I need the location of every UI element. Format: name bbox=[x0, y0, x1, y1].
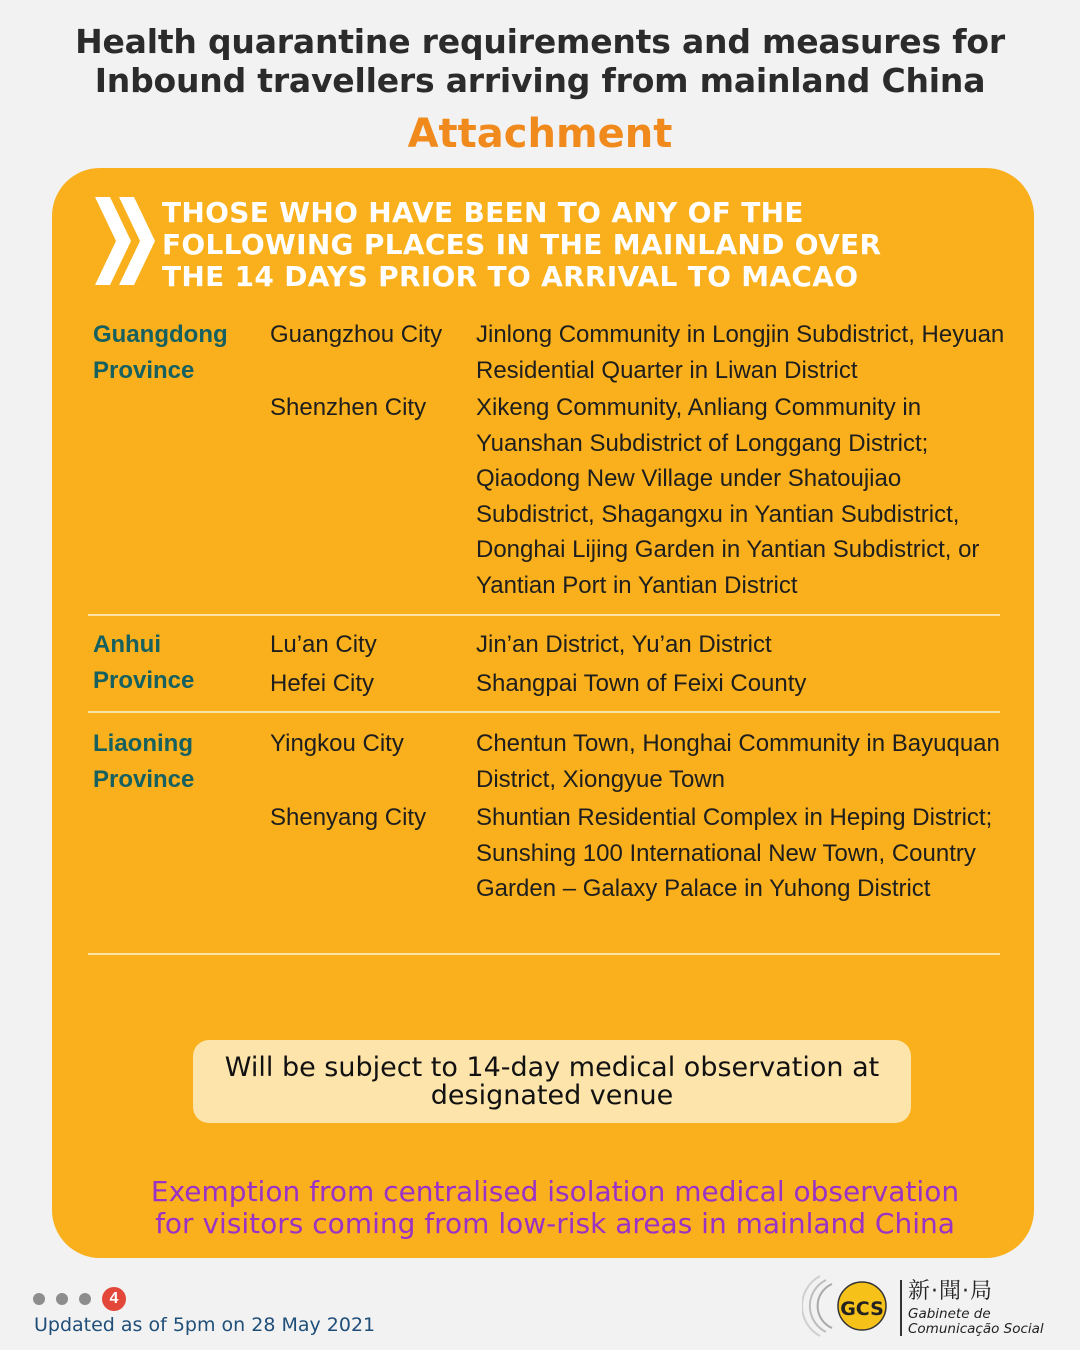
title-line-1: Health quarantine requirements and measures for bbox=[75, 22, 1005, 61]
city-name: Lu’an City bbox=[270, 631, 377, 658]
logo-pt-line-1: Gabinete de bbox=[908, 1306, 991, 1322]
heading-line-1: THOSE WHO HAVE BEEN TO ANY OF THE bbox=[162, 196, 804, 229]
city-areas: Shuntian Residential Complex in Heping District; Sunshing 100 International New Town, Country Garden – Galaxy Palace in Yuhong District bbox=[476, 804, 993, 902]
title-line-2: Inbound travellers arriving from mainland China bbox=[94, 61, 986, 100]
province-name: Liaoning Province bbox=[93, 730, 195, 793]
current-page-badge: 4 bbox=[102, 1287, 126, 1311]
logo-divider bbox=[900, 1280, 902, 1336]
exemption-line-1: Exemption from centralised isolation medical observation bbox=[150, 1175, 960, 1208]
page-dot bbox=[56, 1293, 68, 1305]
province-name: Guangdong Province bbox=[93, 321, 228, 384]
logo-portuguese-name bbox=[908, 1307, 1044, 1337]
city-areas: Shangpai Town of Feixi County bbox=[476, 670, 807, 697]
city-areas: Jinlong Community in Longjin Subdistrict, Heyuan Residential Quarter in Liwan District bbox=[476, 321, 1005, 384]
province-name: Anhui Province bbox=[93, 631, 195, 694]
heading-line-2: FOLLOWING PLACES IN THE MAINLAND OVER bbox=[162, 228, 882, 261]
page-title bbox=[0, 22, 1080, 100]
page-dot bbox=[79, 1293, 91, 1305]
page-indicator bbox=[33, 1287, 126, 1311]
section-heading bbox=[162, 197, 1012, 293]
exemption-note bbox=[140, 1176, 970, 1240]
observation-notice-text: Will be subject to 14-day medical observation at designated venue bbox=[224, 1051, 880, 1111]
logo-pt-line-2: Comunicação Social bbox=[908, 1321, 1044, 1337]
city-name: Hefei City bbox=[270, 670, 375, 697]
city-areas: Xikeng Community, Anliang Community in Yuanshan Subdistrict of Longgang District; Qiaodong New Village under Shatoujiao Subdistrict, Shagangxu in Yantian Subdistrict, Donghai Lijing Garden in Yantian Subdistrict, or Yantian Port in Yantian District bbox=[476, 394, 980, 599]
updated-timestamp: Updated as of 5pm on 28 May 2021 bbox=[34, 1314, 376, 1336]
logo-mark-text: GCS bbox=[840, 1298, 884, 1320]
divider bbox=[88, 711, 1000, 713]
city-name: Yingkou City bbox=[270, 730, 404, 757]
divider bbox=[88, 614, 1000, 616]
page-subtitle: Attachment bbox=[407, 111, 673, 157]
observation-notice bbox=[193, 1040, 911, 1123]
city-areas: Chentun Town, Honghai Community in Bayuquan District, Xiongyue Town bbox=[476, 730, 1000, 793]
city-areas: Jin’an District, Yu’an District bbox=[476, 631, 772, 658]
city-name: Shenyang City bbox=[270, 804, 427, 831]
city-name: Guangzhou City bbox=[270, 321, 443, 348]
page-dot bbox=[33, 1293, 45, 1305]
heading-line-3: THE 14 DAYS PRIOR TO ARRIVAL TO MACAO bbox=[162, 260, 859, 293]
gcs-logo-icon bbox=[802, 1268, 902, 1344]
double-chevron-right-icon bbox=[95, 197, 157, 285]
city-name: Shenzhen City bbox=[270, 394, 427, 421]
exemption-line-2: for visitors coming from low-risk areas in mainland China bbox=[155, 1207, 955, 1240]
divider bbox=[88, 953, 1000, 955]
logo-chinese-name: 新·聞·局 bbox=[908, 1279, 993, 1304]
